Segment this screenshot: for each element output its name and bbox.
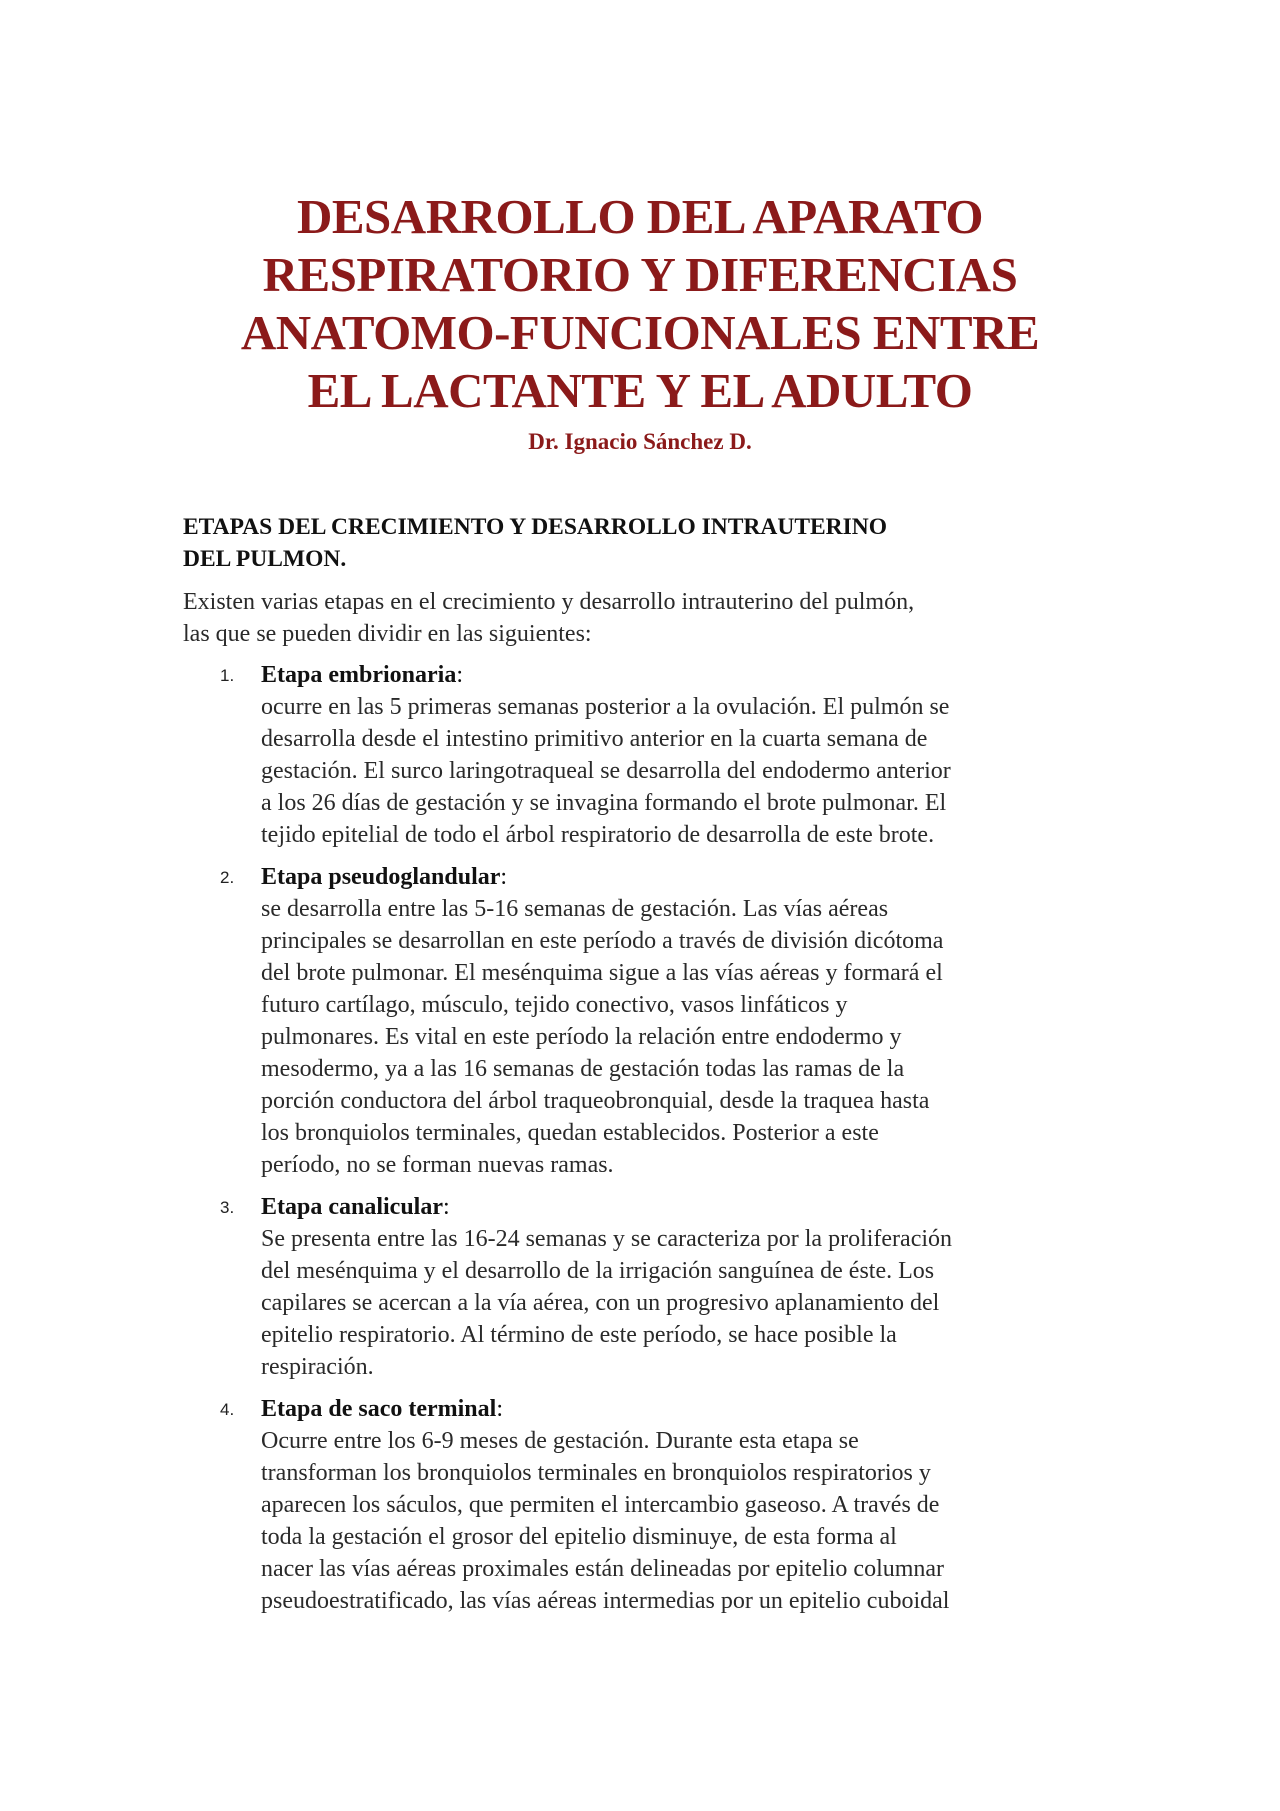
title-line: EL LACTANTE Y EL ADULTO: [307, 363, 973, 418]
intro-line: Existen varias etapas en el crecimiento y desarrollo intrauterino del pulmón,: [183, 589, 915, 615]
stage-colon: :: [456, 662, 463, 688]
stage-heading: [261, 659, 1103, 691]
stage-body-line: principales se desarrollan en este período a través de división dicótoma: [261, 928, 944, 954]
stage-item: [183, 1191, 1103, 1383]
stage-body-line: respiración.: [261, 1354, 374, 1380]
stage-heading: [261, 1393, 1103, 1425]
stage-body-line: pulmonares. Es vital en este período la relación entre endodermo y: [261, 1024, 902, 1050]
stage-body-line: los bronquiolos terminales, quedan establecidos. Posterior a este: [261, 1120, 879, 1146]
stage-body-line: porción conductora del árbol traqueobronquial, desde la traquea hasta: [261, 1088, 930, 1114]
stage-body-line: ocurre en las 5 primeras semanas posterior a la ovulación. El pulmón se: [261, 694, 950, 720]
section-heading-line: DEL PULMON.: [183, 546, 347, 572]
stage-body-line: tejido epitelial de todo el árbol respiratorio de desarrolla de este brote.: [261, 822, 935, 848]
stage-title: Etapa canalicular: [261, 1194, 444, 1220]
stage-item: [183, 1393, 1103, 1617]
section-heading: [183, 511, 1103, 575]
stage-body-line: se desarrolla entre las 5-16 semanas de gestación. Las vías aéreas: [261, 896, 889, 922]
stage-title: Etapa embrionaria: [261, 662, 457, 688]
intro-line: las que se pueden dividir en las siguientes:: [183, 621, 592, 647]
stage-body-line: futuro cartílago, músculo, tejido conectivo, vasos linfáticos y: [261, 992, 848, 1018]
stage-number: 4.: [220, 1400, 235, 1419]
stage-body-line: gestación. El surco laringotraqueal se desarrolla del endodermo anterior: [261, 758, 951, 784]
stage-body-line: pseudoestratificado, las vías aéreas intermedias por un epitelio cuboidal: [261, 1588, 950, 1614]
title-line: RESPIRATORIO Y DIFERENCIAS: [262, 247, 1018, 302]
stage-item: [183, 659, 1103, 851]
stage-number: 1.: [220, 666, 235, 685]
stage-body-line: epitelio respiratorio. Al término de este período, se hace posible la: [261, 1322, 897, 1348]
stage-colon: :: [500, 864, 508, 890]
stage-colon: :: [443, 1194, 450, 1220]
stage-body-line: aparecen los sáculos, que permiten el intercambio gaseoso. A través de: [261, 1492, 940, 1518]
stage-number: 3.: [220, 1198, 235, 1217]
stage-body-line: Se presenta entre las 16-24 semanas y se caracteriza por la proliferación: [261, 1226, 953, 1252]
stages-list: [183, 659, 1103, 1627]
stage-body-line: transforman los bronquiolos terminales en bronquiolos respiratorios y: [261, 1460, 931, 1486]
title-line: ANATOMO-FUNCIONALES ENTRE: [240, 305, 1040, 360]
stage-heading: [261, 861, 1103, 893]
stage-body-line: mesodermo, ya a las 16 semanas de gestación todas las ramas de la: [261, 1056, 905, 1082]
stage-title: Etapa pseudoglandular: [261, 864, 501, 890]
stage-description: [261, 1223, 1103, 1383]
stage-body-line: toda la gestación el grosor del epitelio disminuye, de esta forma al: [261, 1524, 897, 1550]
author-name: Dr. Ignacio Sánchez D.: [528, 429, 752, 454]
stage-body-line: a los 26 días de gestación y se invagina formando el brote pulmonar. El: [261, 790, 947, 816]
stage-body-line: Ocurre entre los 6-9 meses de gestación. Durante esta etapa se: [261, 1428, 859, 1454]
stage-body-line: capilares se acercan a la vía aérea, con un progresivo aplanamiento del: [261, 1290, 940, 1316]
stage-body-line: desarrolla desde el intestino primitivo anterior en la cuarta semana de: [261, 726, 928, 752]
stage-heading: [261, 1191, 1103, 1223]
title-line: DESARROLLO DEL APARATO: [296, 189, 984, 244]
stage-body-line: nacer las vías aéreas proximales están delineadas por epitelio columnar: [261, 1556, 945, 1582]
stage-body-line: período, no se forman nuevas ramas.: [261, 1152, 614, 1178]
stage-colon: :: [496, 1396, 503, 1422]
stage-body-line: del mesénquima y el desarrollo de la irrigación sanguínea de éste. Los: [261, 1258, 935, 1284]
section-heading-line: ETAPAS DEL CRECIMIENTO Y DESARROLLO INTRAUTERINO: [183, 514, 888, 540]
stage-description: [261, 1425, 1103, 1617]
stage-description: [261, 691, 1103, 851]
intro-paragraph: [183, 586, 1103, 650]
document-title: [160, 188, 1120, 420]
stage-body-line: del brote pulmonar. El mesénquima sigue a las vías aéreas y formará el: [261, 960, 943, 986]
stage-item: [183, 861, 1103, 1181]
stage-number: 2.: [220, 868, 235, 887]
stage-description: [261, 893, 1103, 1181]
stage-title: Etapa de saco terminal: [261, 1396, 497, 1422]
